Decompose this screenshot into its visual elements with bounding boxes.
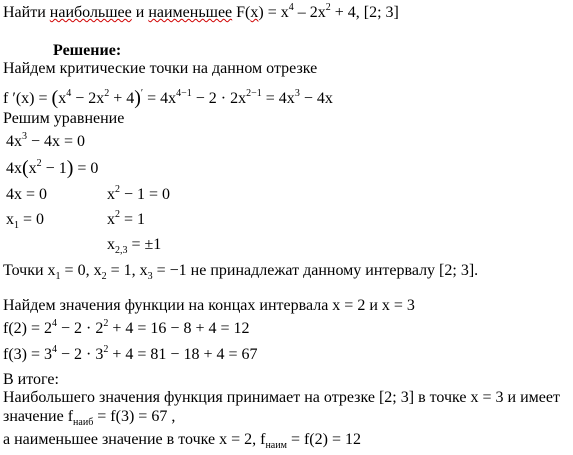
- total-heading: В итоге:: [3, 371, 59, 388]
- conclusion-line-3: а наименьшее значение в точке x = 2, $f_{наим} = f(2) = 12$: [3, 431, 361, 451]
- interval-ends-heading: Найдем значения функции на концах интервала x = 2 и x = 3: [3, 297, 415, 314]
- equation-2: $4x(x^2 - 1) = 0$: [6, 157, 99, 179]
- value-f2: $f(2) = 2^4 - 2 \cdot 2^2 + 4 = 16 - 8 + 4 = 12$: [3, 318, 250, 337]
- equation-1: $4x^3 - 4x = 0$: [6, 131, 86, 150]
- equation-3-left: 4x = 0: [6, 186, 48, 203]
- value-f3: $f(3) = 3^4 - 2 \cdot 3^2 + 4 = 81 - 18 + 4 = 67$: [3, 344, 258, 363]
- equation-3-right: $x^2 - 1 = 0$: [107, 184, 171, 203]
- task-word-largest: наибольшее: [49, 4, 132, 21]
- derivative-formula: f $'(x) = (x^4 - 2x^2 + 4)' = 4x^{4-1} - 2 \cdot 2x^{2-1} = 4x^3 - 4x$: [3, 87, 333, 109]
- points-note: Точки $x_1 = 0$, $x_2 = 1$, $x_3 = -1$ не принадлежат данному интервалу [2; 3].: [3, 262, 479, 282]
- equation-5: $x_{2,3} = \pm 1$: [107, 236, 162, 256]
- equation-4-right: $x^2 = 1$: [107, 209, 146, 228]
- task-word-smallest: наименьшее: [148, 4, 233, 21]
- task-statement: Найти наибольшее и наименьшее $F(x) = x^4 - 2x^2 + 4$, [2; 3]: [3, 2, 399, 21]
- conclusion-line-1: Наибольшего значения функция принимает на отрезке [2; 3] в точке x = 3 и имеет: [3, 389, 560, 406]
- solve-heading: Решим уравнение: [3, 110, 125, 127]
- equation-4-left: $x_1 = 0$: [6, 211, 45, 231]
- solution-heading: Решение:: [53, 42, 122, 59]
- critical-points-heading: Найдем критические точки на данном отрезке: [3, 60, 318, 77]
- conclusion-line-2: значение $f_{наиб} = f(3) = 67$ ,: [3, 408, 176, 428]
